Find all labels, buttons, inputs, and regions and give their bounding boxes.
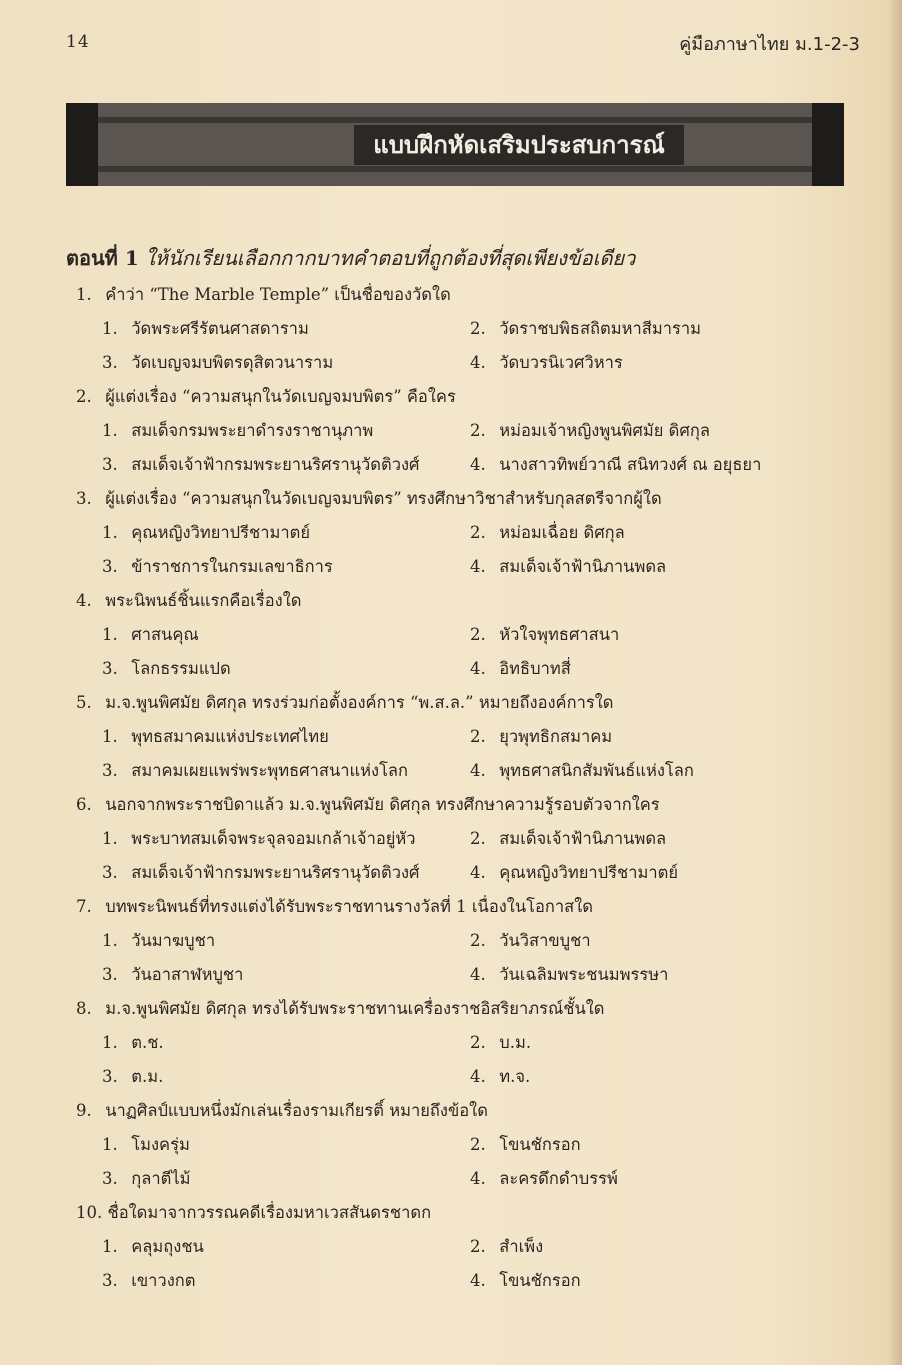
question-number: 1. [76, 285, 92, 304]
answer-choice[interactable] [470, 448, 761, 482]
answer-choice[interactable] [470, 958, 668, 992]
choice-number: 1. [102, 1237, 118, 1256]
choice-number: 1. [102, 829, 118, 848]
choice-row [66, 1128, 856, 1162]
choice-text: บ.ม. [499, 1033, 532, 1052]
answer-choice[interactable] [470, 346, 623, 380]
choice-text: ท.จ. [499, 1067, 531, 1086]
answer-choice[interactable] [470, 720, 612, 754]
answer-choice[interactable] [102, 958, 243, 992]
choice-row [66, 618, 856, 652]
choice-number: 2. [470, 1237, 486, 1256]
choice-text: คลุมถุงชน [131, 1237, 204, 1256]
section-label: ตอนที่ 1 [66, 246, 139, 270]
choice-text: วัดราชบพิธสถิตมหาสีมาราม [499, 319, 701, 338]
question-number: 7. [76, 897, 92, 916]
choice-row [66, 346, 856, 380]
choice-row [66, 1060, 856, 1094]
choice-text: หัวใจพุทธศาสนา [499, 625, 620, 644]
answer-choice[interactable] [102, 924, 215, 958]
question-stem [66, 686, 856, 720]
choice-row [66, 516, 856, 550]
choice-row [66, 550, 856, 584]
choice-text: คุณหญิงวิทยาปรีชามาตย์ [499, 863, 678, 882]
choice-row [66, 1162, 856, 1196]
question-text: ม.จ.พูนพิศมัย ดิศกุล ทรงร่วมก่อตั้งองค์การ “พ.ส.ล.” หมายถึงองค์การใด [105, 693, 614, 712]
answer-choice[interactable] [470, 1162, 618, 1196]
answer-choice[interactable] [102, 346, 333, 380]
choice-number: 1. [102, 727, 118, 746]
question-text: ชื่อใดมาจากวรรณคดีเรื่องมหาเวสสันดรชาดก [107, 1203, 432, 1222]
answer-choice[interactable] [470, 856, 678, 890]
answer-choice[interactable] [102, 414, 373, 448]
choice-number: 4. [470, 455, 486, 474]
question-stem [66, 584, 856, 618]
choice-text: วัดพระศรีรัตนศาสดาราม [131, 319, 309, 338]
choice-number: 2. [470, 319, 486, 338]
choice-text: อิทธิบาทสี่ [499, 659, 571, 678]
answer-choice[interactable] [102, 1026, 164, 1060]
question-item [66, 380, 856, 482]
question-item [66, 788, 856, 890]
answer-choice[interactable] [102, 1230, 204, 1264]
choice-text: โขนชักรอก [499, 1271, 581, 1290]
question-stem [66, 890, 856, 924]
choice-text: โขนชักรอก [499, 1135, 581, 1154]
question-text: ผู้แต่งเรื่อง “ความสนุกในวัดเบญจมบพิตร” ทรงศึกษาวิชาสำหรับกุลสตรีจากผู้ใด [105, 489, 662, 508]
choice-text: โมงครุ่ม [131, 1135, 190, 1154]
question-item [66, 1094, 856, 1196]
answer-choice[interactable] [102, 1128, 190, 1162]
choice-text: พุทธศาสนิกสัมพันธ์แห่งโลก [499, 761, 694, 780]
choice-row [66, 448, 856, 482]
answer-choice[interactable] [102, 1060, 163, 1094]
choice-text: สำเพ็ง [499, 1237, 544, 1256]
question-item [66, 584, 856, 686]
question-stem [66, 992, 856, 1026]
answer-choice[interactable] [102, 720, 329, 754]
choice-text: สมาคมเผยแพร่พระพุทธศาสนาแห่งโลก [131, 761, 409, 780]
answer-choice[interactable] [102, 1162, 191, 1196]
question-stem [66, 278, 856, 312]
choice-number: 2. [470, 931, 486, 950]
choice-row [66, 312, 856, 346]
choice-row [66, 720, 856, 754]
choice-text: สมเด็จกรมพระยาดำรงราชานุภาพ [131, 421, 374, 440]
choice-text: สมเด็จเจ้าฟ้ากรมพระยานริศรานุวัดติวงศ์ [131, 455, 420, 474]
answer-choice[interactable] [470, 414, 710, 448]
choice-text: วันมาฆบูชา [131, 931, 216, 950]
choice-number: 4. [470, 863, 486, 882]
answer-choice[interactable] [470, 516, 625, 550]
question-stem [66, 1196, 856, 1230]
choice-text: ศาสนคุณ [131, 625, 199, 644]
question-text: พระนิพนธ์ชิ้นแรกคือเรื่องใด [105, 591, 302, 610]
answer-choice[interactable] [470, 1264, 581, 1298]
choice-number: 2. [470, 727, 486, 746]
choice-text: นางสาวทิพย์วาณี สนิทวงศ์ ณ อยุธยา [499, 455, 762, 474]
choice-number: 2. [470, 1033, 486, 1052]
question-number: 2. [76, 387, 92, 406]
banner-title: แบบฝึกหัดเสริมประสบการณ์ [354, 125, 684, 165]
question-stem [66, 1094, 856, 1128]
question-stem [66, 482, 856, 516]
choice-number: 2. [470, 625, 486, 644]
choice-text: วันเฉลิมพระชนมพรรษา [499, 965, 669, 984]
choice-number: 1. [102, 421, 118, 440]
answer-choice[interactable] [470, 312, 701, 346]
choice-text: ละครดึกดำบรรพ์ [499, 1169, 618, 1188]
answer-choice[interactable] [102, 822, 416, 856]
answer-choice[interactable] [470, 924, 591, 958]
question-text: นอกจากพระราชบิดาแล้ว ม.จ.พูนพิศมัย ดิศกุล ทรงศึกษาความรู้รอบตัวจากใคร [105, 795, 660, 814]
choice-text: คุณหญิงวิทยาปรีชามาตย์ [131, 523, 310, 542]
choice-text: ต.ช. [131, 1033, 164, 1052]
choice-number: 3. [102, 761, 118, 780]
answer-choice[interactable] [470, 550, 666, 584]
choice-row [66, 1264, 856, 1298]
choice-text: เขาวงกต [131, 1271, 196, 1290]
question-number: 3. [76, 489, 92, 508]
question-text: บทพระนิพนธ์ที่ทรงแต่งได้รับพระราชทานรางวัลที่ 1 เนื่องในโอกาสใด [105, 897, 593, 916]
choice-text: วันวิสาขบูชา [499, 931, 591, 950]
choice-number: 1. [102, 319, 118, 338]
answer-choice[interactable] [102, 652, 231, 686]
choice-text: พุทธสมาคมแห่งประเทศไทย [131, 727, 329, 746]
choice-number: 1. [102, 625, 118, 644]
choice-text: โลกธรรมแปด [131, 659, 231, 678]
choice-number: 4. [470, 1271, 486, 1290]
banner-left-block [66, 103, 98, 186]
choice-number: 4. [470, 1169, 486, 1188]
choice-row [66, 652, 856, 686]
answer-choice[interactable] [470, 652, 571, 686]
choice-text: สมเด็จเจ้าฟ้านิภานพดล [499, 557, 667, 576]
question-item [66, 278, 856, 380]
answer-choice[interactable] [470, 822, 666, 856]
question-text: ม.จ.พูนพิศมัย ดิศกุล ทรงได้รับพระราชทานเครื่องราชอิสริยาภรณ์ชั้นใด [105, 999, 605, 1018]
answer-choice[interactable] [102, 448, 420, 482]
choice-number: 3. [102, 1169, 118, 1188]
question-number: 9. [76, 1101, 92, 1120]
answer-choice[interactable] [102, 618, 199, 652]
choice-text: ต.ม. [131, 1067, 164, 1086]
choice-text: วัดเบญจมบพิตรดุสิตวนาราม [131, 353, 334, 372]
choice-number: 2. [470, 421, 486, 440]
choice-number: 3. [102, 1271, 118, 1290]
answer-choice[interactable] [102, 516, 310, 550]
answer-choice[interactable] [470, 618, 619, 652]
question-item [66, 686, 856, 788]
question-number: 4. [76, 591, 92, 610]
section-heading [66, 242, 635, 274]
choice-number: 1. [102, 523, 118, 542]
choice-number: 4. [470, 659, 486, 678]
choice-number: 2. [470, 829, 486, 848]
choice-number: 1. [102, 931, 118, 950]
answer-choice[interactable] [470, 754, 694, 788]
choice-number: 2. [470, 523, 486, 542]
banner-right-block [812, 103, 844, 186]
banner-stripe-top [66, 117, 844, 123]
choice-number: 3. [102, 557, 118, 576]
section-instruction: ให้นักเรียนเลือกกากบาทคำตอบที่ถูกต้องที่สุดเพียงข้อเดียว [145, 246, 636, 270]
choice-number: 3. [102, 353, 118, 372]
choice-number: 2. [470, 1135, 486, 1154]
choice-text: วัดบวรนิเวศวิหาร [499, 353, 623, 372]
choice-text: ยุวพุทธิกสมาคม [499, 727, 613, 746]
question-stem [66, 380, 856, 414]
choice-row [66, 822, 856, 856]
choice-row [66, 414, 856, 448]
choice-text: สมเด็จเจ้าฟ้านิภานพดล [499, 829, 667, 848]
choice-number: 4. [470, 557, 486, 576]
answer-choice[interactable] [102, 754, 408, 788]
banner-stripe-bottom [66, 166, 844, 172]
question-text: นาฏศิลป์แบบหนึ่งมักเล่นเรื่องรามเกียรติ์ หมายถึงข้อใด [105, 1101, 488, 1120]
question-item [66, 482, 856, 584]
question-list [66, 278, 856, 1298]
choice-row [66, 754, 856, 788]
choice-row [66, 958, 856, 992]
question-number: 10. [76, 1203, 103, 1222]
running-header-title: คู่มือภาษาไทย ม.1-2-3 [679, 34, 860, 55]
choice-number: 4. [470, 965, 486, 984]
answer-choice[interactable] [102, 856, 420, 890]
choice-text: สมเด็จเจ้าฟ้ากรมพระยานริศรานุวัดติวงศ์ [131, 863, 420, 882]
choice-row [66, 1230, 856, 1264]
choice-number: 3. [102, 965, 118, 984]
exercise-banner [66, 103, 844, 186]
question-item [66, 992, 856, 1094]
choice-row [66, 856, 856, 890]
choice-number: 3. [102, 863, 118, 882]
question-number: 8. [76, 999, 92, 1018]
choice-text: หม่อมเจ้าหญิงพูนพิศมัย ดิศกุล [499, 421, 710, 440]
question-number: 6. [76, 795, 92, 814]
choice-text: วันอาสาฬหบูชา [131, 965, 244, 984]
page-number: 14 [66, 32, 90, 52]
choice-row [66, 924, 856, 958]
answer-choice[interactable] [102, 312, 309, 346]
answer-choice[interactable] [470, 1060, 530, 1094]
choice-text: ข้าราชการในกรมเลขาธิการ [131, 557, 333, 576]
choice-number: 3. [102, 659, 118, 678]
choice-number: 4. [470, 1067, 486, 1086]
choice-number: 1. [102, 1033, 118, 1052]
question-item [66, 1196, 856, 1298]
choice-number: 3. [102, 1067, 118, 1086]
answer-choice[interactable] [102, 1264, 195, 1298]
choice-number: 3. [102, 455, 118, 474]
answer-choice[interactable] [470, 1026, 531, 1060]
answer-choice[interactable] [470, 1230, 543, 1264]
choice-row [66, 1026, 856, 1060]
question-number: 5. [76, 693, 92, 712]
choice-number: 4. [470, 353, 486, 372]
question-text: ผู้แต่งเรื่อง “ความสนุกในวัดเบญจมบพิตร” คือใคร [105, 387, 456, 406]
question-item [66, 890, 856, 992]
page-edge-shadow [888, 0, 902, 1365]
choice-text: พระบาทสมเด็จพระจุลจอมเกล้าเจ้าอยู่หัว [131, 829, 416, 848]
choice-number: 4. [470, 761, 486, 780]
answer-choice[interactable] [470, 1128, 581, 1162]
answer-choice[interactable] [102, 550, 333, 584]
choice-number: 1. [102, 1135, 118, 1154]
choice-text: หม่อมเฉื่อย ดิศกุล [499, 523, 625, 542]
question-text: คำว่า “The Marble Temple” เป็นชื่อของวัดใด [105, 285, 451, 304]
question-stem [66, 788, 856, 822]
choice-text: กุลาตีไม้ [131, 1169, 191, 1188]
